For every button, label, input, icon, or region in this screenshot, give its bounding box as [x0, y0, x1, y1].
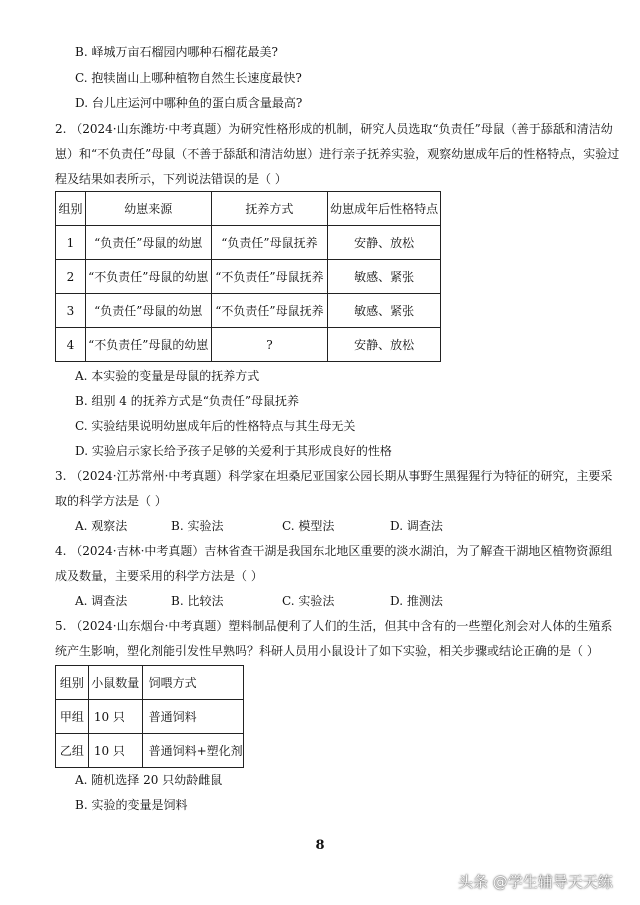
q2-option-b: B. 组别 4 的抚养方式是“负责任”母鼠抚养 — [75, 394, 299, 408]
q3-option-d: D. 调查法 — [390, 519, 443, 533]
q4-stem-line-1: 4. （2024·吉林·中考真题）吉林省查干湖是我国东北地区重要的淡水湖泊，为了解查干湖地区植物资源组 — [55, 544, 613, 558]
q2-table — [55, 191, 441, 362]
table-cell: “不负责任”母鼠抚养 — [211, 294, 328, 328]
q4-option-d: D. 推测法 — [390, 594, 443, 608]
q3-option-b: B. 实验法 — [171, 519, 224, 533]
q5-table-header-row — [56, 666, 244, 700]
q5-header-feeding: 饲喂方式 — [142, 666, 243, 700]
table-cell: “不负责任”母鼠的幼崽 — [85, 328, 211, 362]
table-cell: 4 — [56, 328, 86, 362]
q3-option-a: A. 观察法 — [75, 519, 128, 533]
table-row — [56, 226, 441, 260]
q3-stem-line-1: 3. （2024·江苏常州·中考真题）科学家在坦桑尼亚国家公园长期从事野生黑猩猩行为特征的研究，主要采 — [55, 469, 613, 483]
q5-stem-line-2: 统产生影响，塑化剂能引发性早熟吗？科研人员用小鼠设计了如下实验，相关步骤或结论正确的是（ ） — [55, 644, 599, 658]
table-cell: 普通饲料 — [142, 700, 243, 734]
q2-option-c: C. 实验结果说明幼崽成年后的性格特点与其生母无关 — [75, 419, 356, 433]
q5-table — [55, 665, 244, 768]
table-cell: “负责任”母鼠抚养 — [211, 226, 328, 260]
table-cell: 10 只 — [88, 700, 142, 734]
q5-header-count: 小鼠数量 — [88, 666, 142, 700]
q4-option-b: B. 比较法 — [171, 594, 224, 608]
table-cell: 2 — [56, 260, 86, 294]
table-cell: 安静、放松 — [328, 328, 441, 362]
q1-option-d: D. 台儿庄运河中哪种鱼的蛋白质含量最高? — [75, 96, 303, 110]
table-cell: “负责任”母鼠的幼崽 — [85, 294, 211, 328]
q3-option-c: C. 模型法 — [282, 519, 335, 533]
table-cell: “负责任”母鼠的幼崽 — [85, 226, 211, 260]
q5-option-a: A. 随机选择 20 只幼龄雌鼠 — [75, 773, 223, 787]
q4-stem-line-2: 成及数量，主要采用的科学方法是（ ） — [55, 569, 263, 583]
table-cell: “不负责任”母鼠抚养 — [211, 260, 328, 294]
page-number: 8 — [315, 838, 325, 853]
q2-header-trait: 幼崽成年后性格特点 — [328, 192, 441, 226]
table-row — [56, 328, 441, 362]
q4-option-a: A. 调查法 — [75, 594, 128, 608]
table-row — [56, 260, 441, 294]
table-row — [56, 294, 441, 328]
q3-stem-line-2: 取的科学方法是（ ） — [55, 494, 167, 508]
q2-option-d: D. 实验启示家长给予孩子足够的关爱利于其形成良好的性格 — [75, 444, 392, 458]
q2-stem-line-3: 程及结果如表所示，下列说法错误的是（ ） — [55, 172, 287, 186]
q4-options — [75, 593, 555, 609]
table-cell: 敏感、紧张 — [328, 260, 441, 294]
q2-table-header-row — [56, 192, 441, 226]
table-cell: “不负责任”母鼠的幼崽 — [85, 260, 211, 294]
table-cell: 10 只 — [88, 734, 142, 768]
q5-option-b: B. 实验的变量是饲料 — [75, 798, 188, 812]
q2-header-group: 组别 — [56, 192, 86, 226]
q2-header-source: 幼崽来源 — [85, 192, 211, 226]
q5-header-group: 组别 — [56, 666, 89, 700]
table-row — [56, 734, 244, 768]
table-cell: 普通饲料+塑化剂 — [142, 734, 243, 768]
q5-stem-line-1: 5. （2024·山东烟台·中考真题）塑料制品便利了人们的生活，但其中含有的一些塑化剂会对人体的生殖系 — [55, 619, 613, 633]
table-cell: 安静、放松 — [328, 226, 441, 260]
table-cell: 乙组 — [56, 734, 89, 768]
table-row — [56, 700, 244, 734]
table-cell: 3 — [56, 294, 86, 328]
q2-header-rearing: 抚养方式 — [211, 192, 328, 226]
q2-stem-line-1: 2. （2024·山东潍坊·中考真题）为研究性格形成的机制，研究人员选取“负责任”母鼠（善于舔舐和清洁幼 — [55, 122, 613, 136]
q3-options — [75, 518, 555, 534]
table-cell: 敏感、紧张 — [328, 294, 441, 328]
q2-option-a: A. 本实验的变量是母鼠的抚养方式 — [75, 369, 260, 383]
q1-option-c: C. 抱犊崮山上哪种植物自然生长速度最快? — [75, 71, 302, 85]
table-cell: 1 — [56, 226, 86, 260]
q2-stem-line-2: 崽）和“不负责任”母鼠（不善于舔舐和清洁幼崽）进行亲子抚养实验，观察幼崽成年后的性格特点，实验过 — [55, 147, 620, 161]
table-cell: 甲组 — [56, 700, 89, 734]
watermark-text: 头条 @学生辅导天天练 — [458, 873, 613, 891]
q4-option-c: C. 实验法 — [282, 594, 335, 608]
q1-option-b: B. 峄城万亩石榴园内哪种石榴花最美? — [75, 45, 278, 59]
table-cell: ? — [211, 328, 328, 362]
